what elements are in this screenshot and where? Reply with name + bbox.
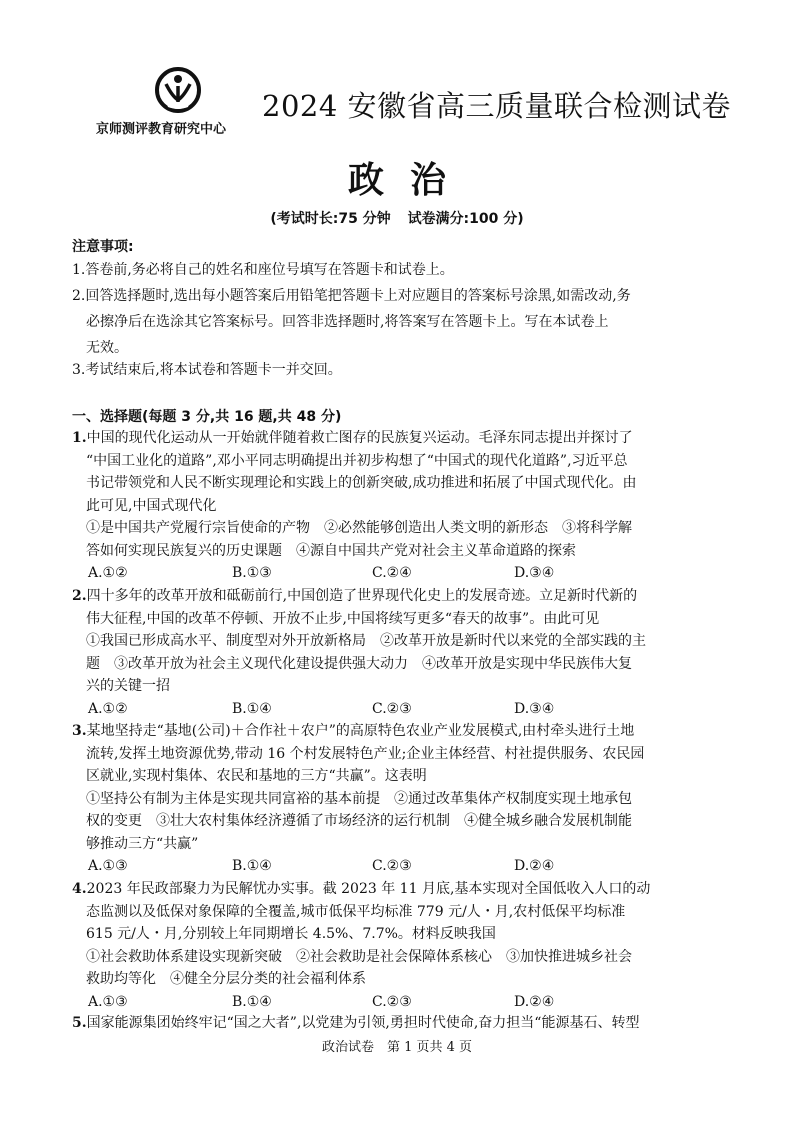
question-text: 此可见,中国式现代化	[86, 497, 217, 514]
option-d[interactable]: D.③④	[514, 700, 555, 717]
question-text: 中国的现代化运动从一开始就伴随着救亡图存的民族复兴运动。毛泽东同志提出并探讨了	[86, 430, 633, 446]
option-b[interactable]: B.①④	[232, 700, 272, 717]
answer-options	[72, 698, 732, 721]
question-statement: ①我国已形成高水平、制度型对外开放新格局 ②改革开放是新时代以来党的全部实践的主	[86, 633, 646, 649]
question-statement: 兴的关键一招	[86, 678, 170, 694]
notes-heading: 注意事项:	[72, 239, 134, 255]
option-a[interactable]: A.①②	[88, 700, 128, 717]
question-statement: 够推动三方“共赢”	[86, 835, 199, 852]
question-text: 某地坚持走“基地(公司)＋合作社＋农户”的高原特色农业产业发展模式,由村牵头进行土地	[86, 723, 635, 739]
question-statement: 答如何实现民族复兴的历史课题 ④源自中国共产党对社会主义革命道路的探索	[86, 542, 576, 559]
question-text: 四十多年的改革开放和砥砺前行,中国创造了世界现代化史上的发展奇迹。立足新时代新的	[86, 588, 638, 604]
subject-title: 政治	[347, 160, 472, 201]
option-d[interactable]: D.②④	[514, 993, 555, 1010]
question-text: 2023 年民政部聚力为民解忧办实事。截 2023 年 11 月底,基本实现对全国低收入人口的动	[86, 881, 651, 897]
question-text: “中国工业化的道路”,邓小平同志明确提出并初步构想了“中国式的现代化道路”,习近平总	[86, 452, 628, 469]
question-text: 区就业,实现村集体、农民和基地的三方“共赢”。这表明	[86, 768, 427, 784]
answer-options	[72, 562, 732, 585]
option-a[interactable]: A.①③	[88, 993, 128, 1010]
question-statement: ①是中国共产党履行宗旨使命的产物 ②必然能够创造出人类文明的新形态 ③将科学解	[86, 520, 632, 536]
exam-duration: (考试时长:75 分钟	[270, 211, 391, 227]
section-heading: 一、选择题(每题 3 分,共 16 题,共 48 分)	[72, 409, 342, 425]
option-c[interactable]: C.②④	[372, 565, 412, 581]
question-statement: ①坚持公有制为主体是实现共同富裕的基本前提 ②通过改革集体产权制度实现土地承包	[86, 790, 632, 807]
page-footer: 政治试卷 第 1 页共 4 页	[321, 1040, 473, 1055]
option-d[interactable]: D.③④	[514, 565, 555, 581]
question-text: 615 元/人・月,分别较上年同期增长 4.5%、7.7%。材料反映我国	[86, 926, 496, 942]
question-text: 国家能源集团始终牢记“国之大者”,以党建为引领,勇担时代使命,奋力担当“能源基石、转型	[86, 1015, 640, 1031]
option-c[interactable]: C.②③	[372, 700, 412, 717]
question-number: 2.	[72, 588, 87, 604]
question-text: 态监测以及低保对象保障的全覆盖,城市低保平均标准 779 元/人・月,农村低保平均标准	[86, 903, 626, 920]
note-line: 无效。	[86, 340, 128, 356]
question-number: 4.	[72, 881, 87, 897]
option-a[interactable]: A.①③	[88, 858, 128, 874]
question-statement: 题 ③改革开放为社会主义现代化建设提供强大动力 ④改革开放是实现中华民族伟大复	[86, 655, 632, 672]
question-5	[72, 1012, 732, 1035]
exam-title: 2024 安徽省高三质量联合检测试卷	[262, 89, 732, 123]
option-c[interactable]: C.②③	[372, 993, 412, 1010]
question-2	[72, 585, 732, 720]
note-line: 1.答卷前,务必将自己的姓名和座位号填写在答题卡和试卷上。	[72, 262, 454, 278]
question-text: 流转,发挥土地资源优势,带动 16 个村发展特色产业;企业主体经营、村社提供服务、农民园	[86, 745, 645, 762]
question-4	[72, 878, 732, 1013]
exam-full-score: 试卷满分:100 分)	[407, 211, 524, 227]
org-name: 京师测评教育研究中心	[96, 122, 227, 137]
answer-options	[72, 991, 732, 1014]
note-item	[72, 257, 732, 283]
option-b[interactable]: B.①④	[232, 858, 272, 874]
org-logo-icon	[154, 66, 202, 114]
note-line: 3.考试结束后,将本试卷和答题卡一并交回。	[72, 362, 342, 378]
option-b[interactable]: B.①④	[232, 993, 272, 1010]
question-statement: ①社会救助体系建设实现新突破 ②社会救助是社会保障体系核心 ③加快推进城乡社会	[86, 948, 632, 965]
exam-info	[0, 208, 794, 228]
option-d[interactable]: D.②④	[514, 858, 555, 874]
option-c[interactable]: C.②③	[372, 858, 412, 874]
option-b[interactable]: B.①③	[232, 565, 272, 581]
note-line: 必擦净后在选涂其它答案标号。回答非选择题时,将答案写在答题卡上。写在本试卷上	[86, 314, 609, 330]
option-a[interactable]: A.①②	[88, 565, 128, 581]
note-item	[72, 283, 732, 361]
question-number: 3.	[72, 723, 87, 739]
answer-options	[72, 855, 732, 878]
question-1	[72, 427, 732, 585]
question-statement: 救助均等化 ④健全分层分类的社会福利体系	[86, 971, 366, 987]
question-statement: 权的变更 ③壮大农村集体经济遵循了市场经济的运行机制 ④健全城乡融合发展机制能	[86, 813, 632, 829]
note-line: 2.回答选择题时,选出每小题答案后用铅笔把答题卡上对应题目的答案标号涂黑,如需改动,务	[72, 288, 631, 304]
question-text: 书记带领党和人民不断实现理论和实践上的创新突破,成功推进和拓展了中国式现代化。由	[86, 475, 637, 491]
question-3	[72, 720, 732, 878]
note-item	[72, 357, 732, 383]
question-text: 伟大征程,中国的改革不停顿、开放不止步,中国将续写更多“春天的故事”。由此可见	[86, 610, 600, 627]
question-number: 5.	[72, 1015, 87, 1031]
question-number: 1.	[72, 430, 87, 446]
org-logo	[96, 66, 266, 138]
